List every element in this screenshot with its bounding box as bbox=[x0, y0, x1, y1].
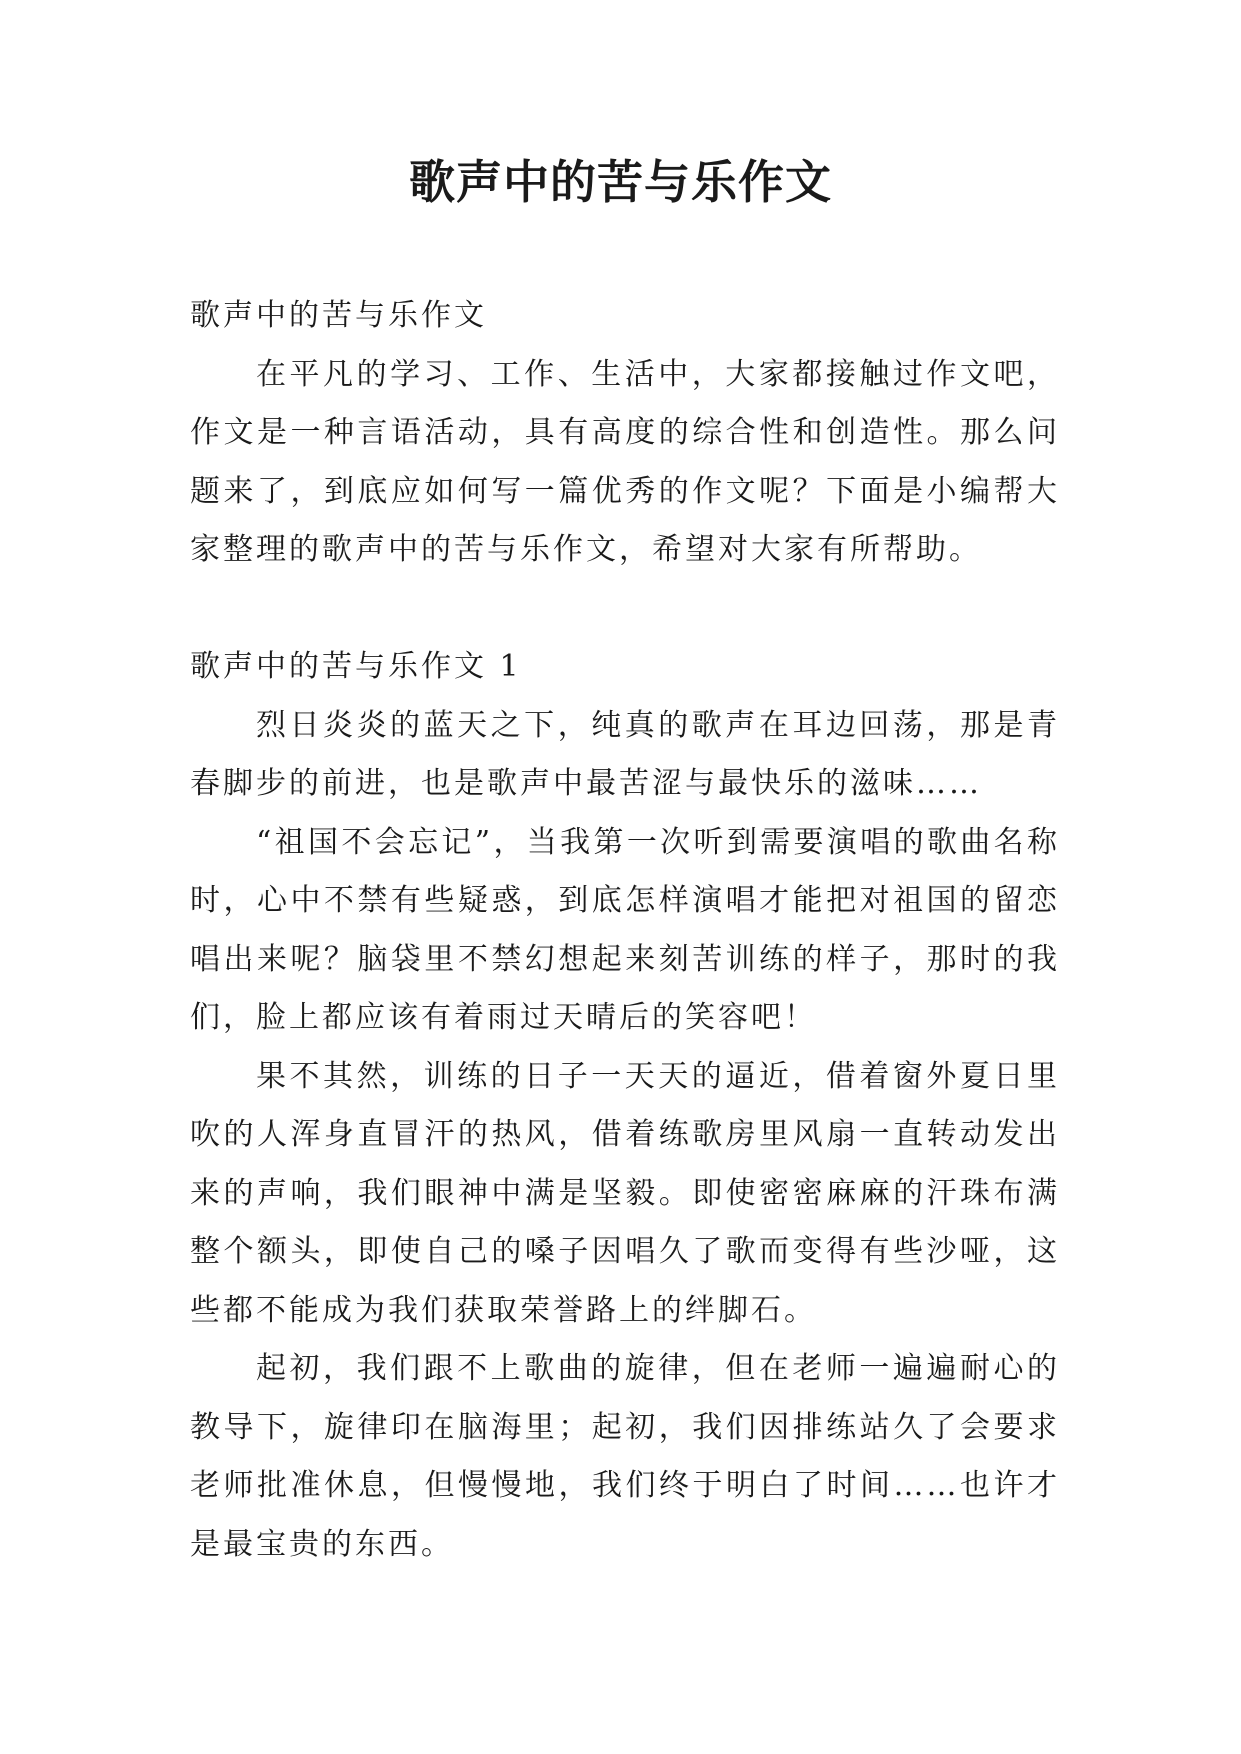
essay-paragraph: 烈日炎炎的蓝天之下，纯真的歌声在耳边回荡，那是青春脚步的前进，也是歌声中最苦涩与最快乐的滋味…… bbox=[190, 707, 1060, 801]
document-title: 歌声中的苦与乐作文 bbox=[409, 155, 832, 209]
intro-paragraph: 在平凡的学习、工作、生活中，大家都接触过作文吧，作文是一种言语活动，具有高度的综合性和创造性。那么问题来了，到底应如何写一篇优秀的作文呢？下面是小编帮大家整理的歌声中的苦与乐作文，希望对大家有所帮助。 bbox=[190, 356, 1060, 567]
essay-paragraph: 果不其然，训练的日子一天天的逼近，借着窗外夏日里吹的人浑身直冒汗的热风，借着练歌房里风扇一直转动发出来的声响，我们眼神中满是坚毅。即使密密麻麻的汗珠布满整个额头，即使自己的嗓子因唱久了歌而变得有些沙哑，这些都不能成为我们获取荣誉路上的绊脚石。 bbox=[190, 1058, 1060, 1328]
document-body bbox=[190, 287, 1060, 1574]
section-spacer bbox=[190, 580, 1060, 639]
intro-heading: 歌声中的苦与乐作文 bbox=[190, 298, 487, 333]
essay-paragraph: “祖国不会忘记”，当我第一次听到需要演唱的歌曲名称时，心中不禁有些疑惑，到底怎样演唱才能把对祖国的留恋唱出来呢？脑袋里不禁幻想起来刻苦训练的样子，那时的我们，脸上都应该有着雨过天晴后的笑容吧！ bbox=[190, 824, 1060, 1035]
essay-heading: 歌声中的苦与乐作文 1 bbox=[190, 649, 522, 684]
essay-paragraph: 起初，我们跟不上歌曲的旋律，但在老师一遍遍耐心的教导下，旋律印在脑海里；起初，我们因排练站久了会要求老师批准休息，但慢慢地，我们终于明白了时间……也许才是最宝贵的东西。 bbox=[190, 1351, 1060, 1562]
